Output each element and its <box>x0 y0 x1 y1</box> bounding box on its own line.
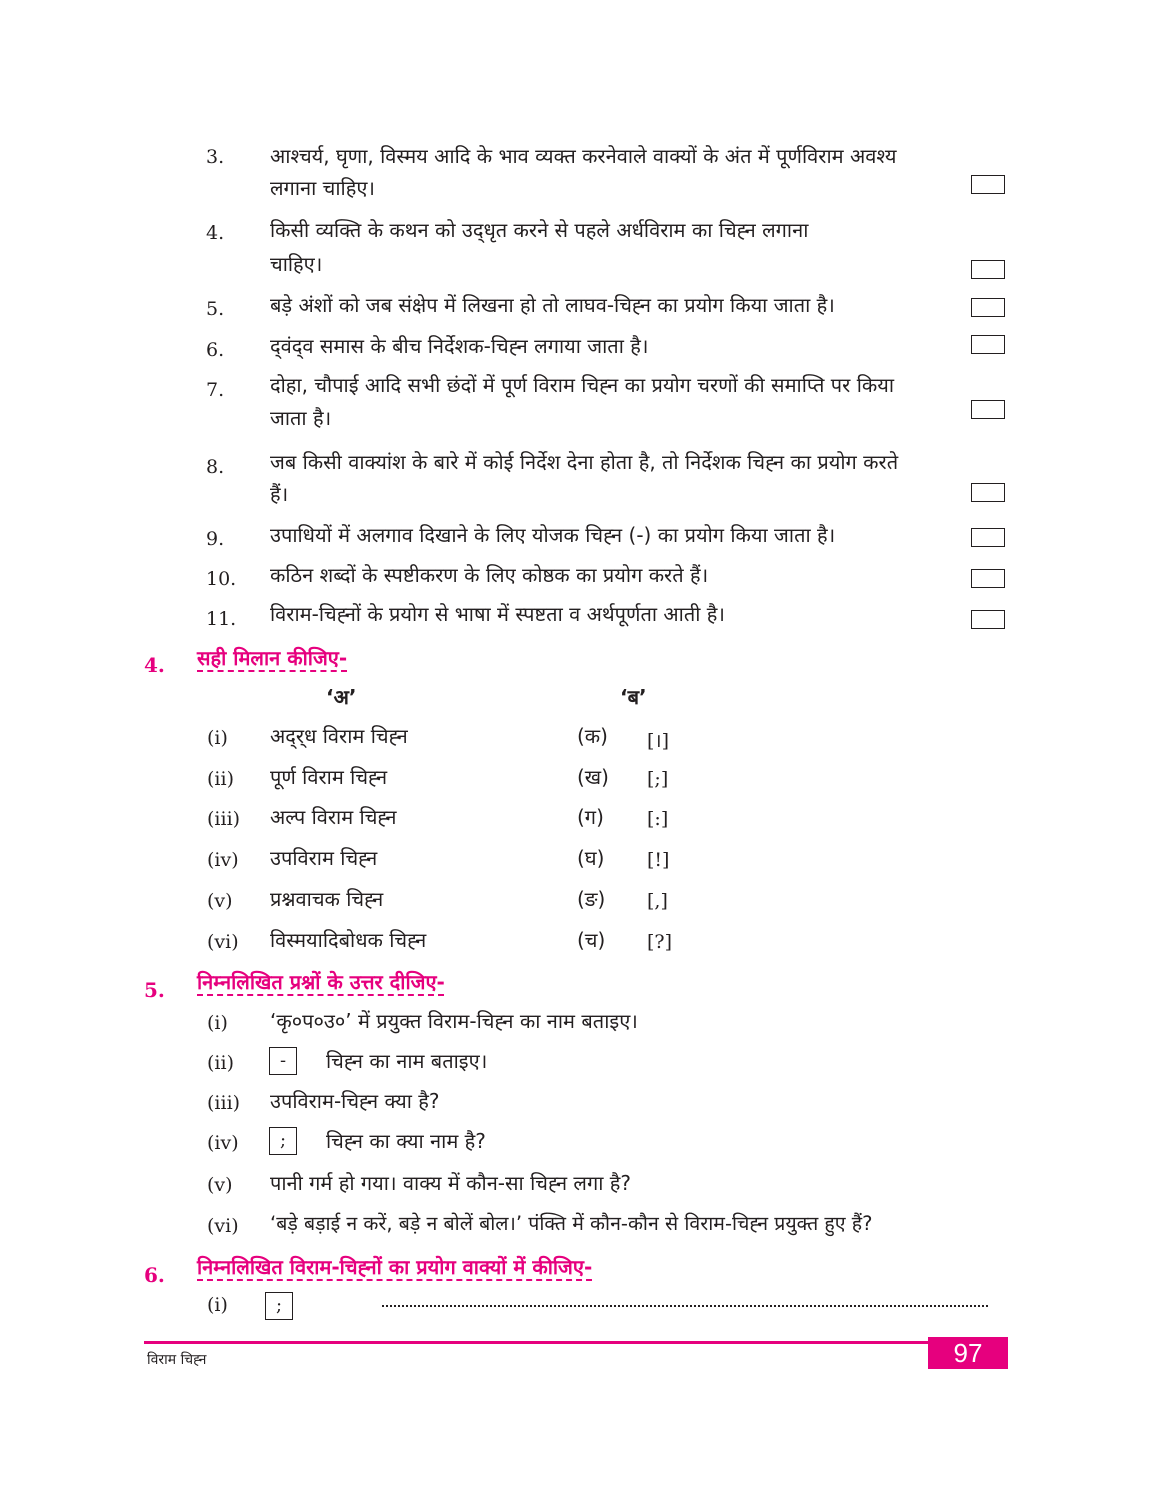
statement-text: बड़े अंशों को जब संक्षेप में लिखना हो तो लाघव-चिह्‍न का प्रयोग किया जाता है। <box>270 293 835 317</box>
match-roman: (v) <box>207 890 233 912</box>
match-letter: (क) <box>577 724 608 748</box>
answer-checkbox[interactable] <box>971 400 1005 419</box>
statement-text: द्‍वंद्‍व समास के बीच निर्देशक-चिह्‍न लगाया जाता है। <box>270 334 649 358</box>
answer-checkbox[interactable] <box>971 175 1005 194</box>
match-letter: (ख) <box>577 765 609 789</box>
section-title: सही मिलान कीजिए- <box>197 646 348 670</box>
match-roman: (iii) <box>207 808 241 830</box>
match-sign: [!] <box>647 849 670 871</box>
match-sign: [:] <box>647 808 669 830</box>
match-sign: [?] <box>647 931 673 953</box>
question-roman: (iii) <box>207 1092 241 1114</box>
question-text: चिह्‍न का नाम बताइए। <box>326 1049 488 1073</box>
question-roman: (vi) <box>207 1215 239 1237</box>
sign-box-semicolon: ; <box>265 1292 293 1320</box>
match-left-item: उपविराम चिह्‍न <box>270 846 378 870</box>
statement-number: 6. <box>206 339 225 361</box>
question-text: चिह्‍न का क्या नाम है? <box>326 1129 486 1153</box>
match-left-item: विस्मयादिबोधक चिह्‍न <box>270 928 427 952</box>
statement-text: चाहिए। <box>270 252 323 276</box>
section-number: 4. <box>144 653 165 677</box>
statement-text: लगाना चाहिए। <box>270 176 375 200</box>
match-letter: (ङ) <box>577 887 606 911</box>
statement-text: हैं। <box>270 482 289 506</box>
statement-text: जाता है। <box>270 406 332 430</box>
question-roman: (ii) <box>207 1052 234 1074</box>
answer-checkbox[interactable] <box>971 528 1005 547</box>
answer-checkbox[interactable] <box>971 298 1005 317</box>
answer-line[interactable] <box>382 1305 988 1307</box>
question-roman: (v) <box>207 1174 233 1196</box>
statement-number: 5. <box>206 298 225 320</box>
statement-text: जब किसी वाक्यांश के बारे में कोई निर्देश देना होता है, तो निर्देशक चिह्‍न का प्रयोग करते <box>270 450 899 474</box>
page-number: 97 <box>928 1337 1008 1369</box>
section-title: निम्नलिखित विराम-चिह्‍नों का प्रयोग वाक्यों में कीजिए- <box>197 1255 593 1279</box>
match-letter: (च) <box>577 928 606 952</box>
match-letter: (ग) <box>577 805 604 829</box>
statement-number: 4. <box>206 222 225 244</box>
question-text: पानी गर्म हो गया। वाक्य में कौन-सा चिह्‍न लगा है? <box>270 1171 631 1195</box>
match-sign: [,] <box>647 890 668 912</box>
statement-number: 8. <box>206 456 225 478</box>
match-roman: (iv) <box>207 849 239 871</box>
question-roman: (i) <box>207 1294 228 1316</box>
answer-checkbox[interactable] <box>971 610 1005 629</box>
answer-checkbox[interactable] <box>971 483 1005 502</box>
section-title: निम्नलिखित प्रश्नों के उत्तर दीजिए- <box>197 970 445 994</box>
sign-box-semicolon: ; <box>269 1127 297 1155</box>
match-left-item: अल्प विराम चिह्‍न <box>270 805 397 829</box>
statement-text: किसी व्यक्ति के कथन को उद्‍धृत करने से पहले अर्धविराम का चिह्‍न लगाना <box>270 218 809 242</box>
sign-box-hyphen: - <box>269 1047 297 1075</box>
statement-text: दोहा, चौपाई आदि सभी छंदों में पूर्ण विराम चिह्‍न का प्रयोग चरणों की समाप्ति पर किया <box>270 373 895 397</box>
statement-text: उपाधियों में अलगाव दिखाने के लिए योजक चिह्‍न (-) का प्रयोग किया जाता है। <box>270 523 836 547</box>
statement-number: 11. <box>206 608 237 630</box>
answer-checkbox[interactable] <box>971 569 1005 588</box>
match-roman: (i) <box>207 727 228 749</box>
column-header-b: ‘ब’ <box>620 685 647 709</box>
answer-checkbox[interactable] <box>971 335 1005 354</box>
question-text: उपविराम-चिह्‍न क्या है? <box>270 1089 440 1113</box>
answer-checkbox[interactable] <box>971 260 1005 279</box>
match-sign: [।] <box>647 730 670 752</box>
question-text: ‘बड़े बड़ाई न करें, बड़े न बोलें बोल।’ पंक्ति में कौन-कौन से विराम-चिह्‍न प्रयुक्त हुए हैं? <box>270 1212 873 1235</box>
question-text: ‘कृ०प०उ०’ में प्रयुक्त विराम-चिह्‍न का नाम बताइए। <box>270 1009 638 1033</box>
match-sign: [;] <box>647 768 669 790</box>
match-letter: (घ) <box>577 846 605 870</box>
statement-text: कठिन शब्दों के स्पष्टीकरण के लिए कोष्ठक का प्रयोग करते हैं। <box>270 563 709 587</box>
question-roman: (iv) <box>207 1132 239 1154</box>
statement-number: 9. <box>206 528 225 550</box>
match-roman: (vi) <box>207 931 239 953</box>
footer-divider <box>144 1341 1008 1344</box>
chapter-name: विराम चिह्‍न <box>147 1352 207 1368</box>
section-number: 6. <box>144 1263 165 1287</box>
match-roman: (ii) <box>207 768 234 790</box>
statement-text: विराम-चिह्‍नों के प्रयोग से भाषा में स्पष्टता व अर्थपूर्णता आती है। <box>270 602 725 626</box>
column-header-a: ‘अ’ <box>326 685 357 709</box>
statement-number: 10. <box>206 568 237 590</box>
statement-text: आश्चर्य, घृणा, विस्मय आदि के भाव व्यक्त करनेवाले वाक्यों के अंत में पूर्णविराम अवश्य <box>270 144 897 168</box>
statement-number: 3. <box>206 146 225 168</box>
match-left-item: अद्‍र्ध विराम चिह्‍न <box>270 724 408 748</box>
section-number: 5. <box>144 978 165 1002</box>
question-roman: (i) <box>207 1012 228 1034</box>
match-left-item: पूर्ण विराम चिह्‍न <box>270 765 388 789</box>
match-left-item: प्रश्नवाचक चिह्‍न <box>270 887 384 911</box>
statement-number: 7. <box>206 379 225 401</box>
